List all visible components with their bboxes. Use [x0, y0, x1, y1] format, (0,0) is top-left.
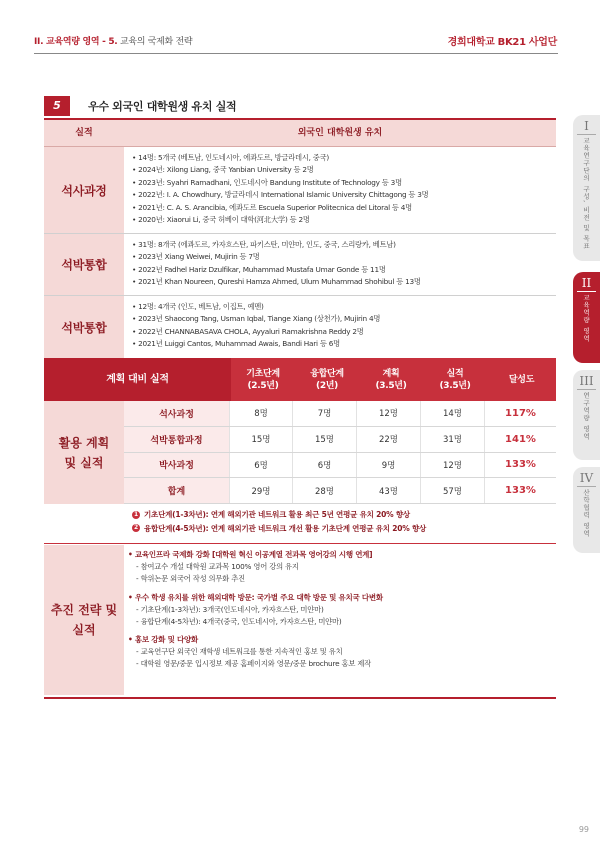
row-label: 석사과정: [44, 147, 124, 233]
breadcrumb-sub: 교육의 국제화 전략: [117, 37, 193, 47]
section-title: 우수 외국인 대학원생 유치 실적: [88, 100, 237, 113]
table-row: [124, 453, 556, 479]
recruit-list: [132, 239, 552, 289]
cell-achievement: 133%: [484, 478, 556, 503]
tab-roman: II: [581, 276, 592, 290]
strategy-body: [128, 548, 556, 676]
note-number-icon: 1: [132, 511, 140, 519]
strategy-group: [128, 633, 556, 671]
section-divider: [44, 543, 556, 544]
list-item: • 2021년 Luiggi Cantos, Muhammad Awais, Bandi Hari 등 6명: [132, 338, 552, 350]
side-tab-3[interactable]: [573, 370, 600, 460]
strategy-item: - 융합단계(4-5차년): 4개국(중국, 인도네시아, 카자흐스탄, 미얀마): [128, 616, 556, 628]
strategy-title: • 홍보 강화 및 다양화: [128, 633, 556, 646]
recruit-row-integrated-1: [44, 234, 556, 296]
header-rule: [34, 53, 558, 54]
cell-plan: 12명: [356, 401, 420, 426]
page-number: 99: [578, 825, 589, 834]
list-item: • 2023년 Xiang Weiwei, Mujirin 등 7명: [132, 251, 552, 263]
list-item: • 2022년 Fadhel Hariz Dzulfikar, Muhammad Mustafa Umar Gonde 등 11명: [132, 264, 552, 276]
cell-plan: 9명: [356, 453, 420, 478]
plan-side-label: 활용 계획 및 실적: [44, 401, 124, 504]
tab-label: 연구역량 영역: [582, 392, 590, 441]
org-name: 경희대학교 BK21 사업단: [447, 37, 557, 48]
recruit-row-integrated-2: [44, 296, 556, 358]
header-col-achievement: 달성도: [508, 374, 535, 385]
list-item: • 2020년: Xiaorui Li, 중국 허베이 대학(河北大学) 등 2명: [132, 214, 552, 226]
strategy-group: [128, 548, 556, 586]
strategy-item: - 학위논문 외국어 작성 의무화 추진: [128, 573, 556, 585]
strategy-item: - 대학원 영문/중문 입시정보 제공 홈페이지와 영문/중문 brochure 홍보 제작: [128, 658, 556, 670]
header-col-recruit: 외국인 대학원생 유치: [297, 128, 383, 138]
row-category: 합계: [124, 478, 229, 503]
side-tab-4[interactable]: [573, 467, 600, 553]
recruit-row-masters: [44, 147, 556, 234]
table-row: [124, 401, 556, 427]
cell-achievement: 117%: [484, 401, 556, 426]
strategy-item: - 교육연구단 외국인 재학생 네트워크를 통한 지속적인 홍보 및 유치: [128, 646, 556, 658]
side-tab-1[interactable]: [573, 115, 600, 261]
tab-label: 산학협력 영역: [582, 489, 590, 538]
note-number-icon: 2: [132, 524, 140, 532]
strategy-item: - 기초단계(1-3차년): 3개국(인도네시아, 카자흐스탄, 미얀마): [128, 604, 556, 616]
strategy-group: [128, 591, 556, 629]
row-label: 석박통합: [44, 234, 124, 295]
breadcrumb-main: II. 교육역량 영역 - 5.: [34, 37, 118, 47]
row-category: 석사과정: [124, 401, 229, 426]
tab-label: 교육연구단의 구성, 비전 및 목표: [582, 137, 590, 250]
header-plan-vs-result: 계획 대비 실적: [44, 358, 231, 401]
list-item: • 2023년 Shaocong Tang, Usman Iqbal, Tiange Xiang (상천가), Mujirin 4명: [132, 313, 552, 325]
cell-achievement: 141%: [484, 427, 556, 452]
tab-roman: IV: [579, 471, 594, 485]
header-col-convergence: 융합단계 (2년): [310, 368, 344, 391]
row-label: 석박통합: [44, 296, 124, 358]
list-item: • 2021년 Khan Noureen, Qureshi Hamza Ahmed, Ulum Muhammad Shohibul 등 13명: [132, 276, 552, 288]
list-item: • 2024년: Xilong Liang, 중국 Yanbian University 등 2명: [132, 164, 552, 176]
strategy-title: • 교육인프라 국제화 강화 [대학원 혁신 이공계열 전과목 영어강의 시행 연계]: [128, 548, 556, 561]
cell-plan: 22명: [356, 427, 420, 452]
list-item: • 12명: 4개국 (인도, 베트남, 이집트, 예멘): [132, 301, 552, 313]
table-bottom-rule: [44, 697, 556, 699]
row-category: 석박통합과정: [124, 427, 229, 452]
section-number: 5: [44, 96, 70, 116]
cell-achievement: 133%: [484, 453, 556, 478]
strategy-title: • 우수 학생 유치를 위한 해외대학 방문: 국가별 주요 대학 방문 및 유치국 다변화: [128, 591, 556, 604]
tab-roman: III: [579, 374, 594, 388]
cell-convergence: 28명: [292, 478, 356, 503]
plan-notes: [124, 508, 556, 535]
list-item: • 2022년: I. A. Chowdhury, 방글라데시 International Islamic University Chittagong 등 3명: [132, 189, 552, 201]
cell-basic: 29명: [229, 478, 292, 503]
table-row: [124, 427, 556, 453]
tab-label: 교육역량 영역: [582, 294, 590, 343]
list-item: • 2023년: Syahri Ramadhani, 인도네시아 Bandung Institute of Technology 등 3명: [132, 177, 552, 189]
breadcrumb: [34, 34, 192, 47]
recruit-table-header: [44, 120, 556, 147]
header-col-basic: 기초단계 (2.5년): [246, 368, 280, 391]
cell-result: 57명: [420, 478, 484, 503]
cell-convergence: 7명: [292, 401, 356, 426]
cell-result: 31명: [420, 427, 484, 452]
side-tab-2[interactable]: [573, 272, 600, 363]
cell-basic: 8명: [229, 401, 292, 426]
cell-basic: 6명: [229, 453, 292, 478]
list-item: • 2021년: C. A. S. Arancibia, 에콰도르 Escuela Superior Politecnica del Litoral 등 4명: [132, 202, 552, 214]
cell-convergence: 6명: [292, 453, 356, 478]
row-category: 박사과정: [124, 453, 229, 478]
cell-plan: 43명: [356, 478, 420, 503]
note-basic: 1 기초단계(1-3차년): 연계 해외기관 네트워크 활용 최근 5년 연평균 유치 20% 향상: [134, 510, 410, 519]
recruit-list: [132, 301, 552, 351]
header-col-result: 실적 (3.5년): [439, 368, 471, 391]
header-col-result: 실적: [75, 128, 93, 138]
strategy-item: - 참여교수 개설 대학원 교과목 100% 영어 강의 유지: [128, 561, 556, 573]
cell-basic: 15명: [229, 427, 292, 452]
cell-convergence: 15명: [292, 427, 356, 452]
note-convergence: 2 융합단계(4-5차년): 연계 해외기관 네트워크 개선 활용 기초단계 연평균 유치 20% 향상: [134, 523, 427, 533]
list-item: • 14명: 5개국 (베트남, 인도네시아, 에콰도르, 방글라데시, 중국): [132, 152, 552, 164]
plan-table-header: [44, 358, 556, 401]
table-row-total: [124, 478, 556, 504]
cell-result: 14명: [420, 401, 484, 426]
header-col-plan: 계획 (3.5년): [375, 368, 407, 391]
cell-result: 12명: [420, 453, 484, 478]
recruit-list: [132, 152, 552, 226]
list-item: • 31명: 8개국 (에콰도르, 카자흐스탄, 파키스탄, 미얀마, 인도, 중국, 스리랑카, 베트남): [132, 239, 552, 251]
list-item: • 2022년 CHANNABASAVA CHOLA, Ayyaluri Ramakrishna Reddy 2명: [132, 326, 552, 338]
tab-roman: I: [584, 119, 589, 133]
strategy-side-label: 추진 전략 및 실적: [44, 545, 124, 695]
